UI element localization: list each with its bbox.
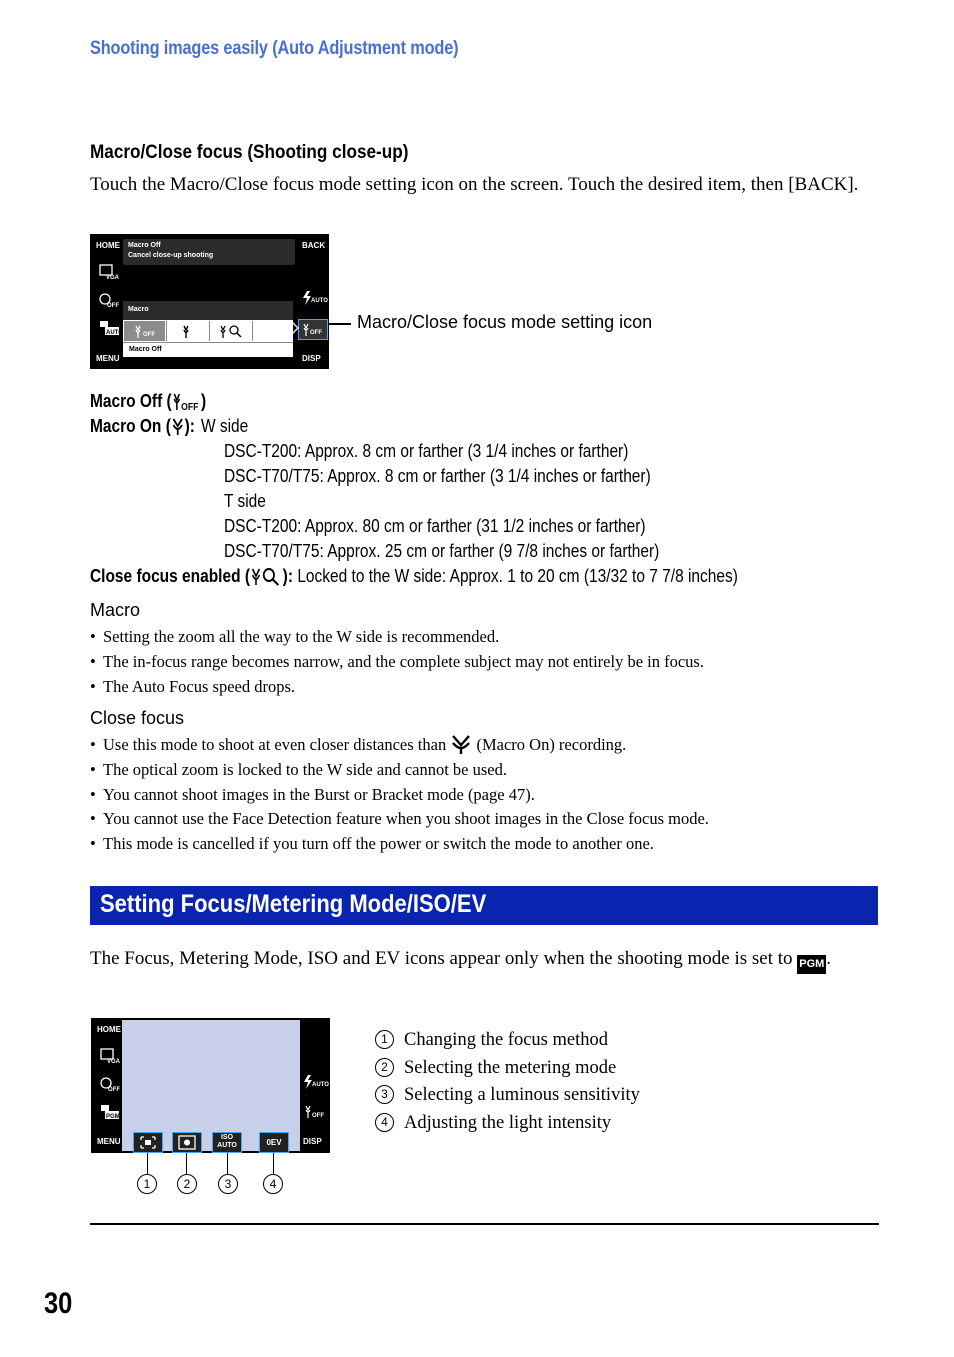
svg-text:VGA: VGA: [107, 1059, 121, 1065]
svg-text:VGA: VGA: [106, 275, 120, 281]
item-number: 2: [375, 1058, 394, 1077]
item-number: 1: [375, 1030, 394, 1049]
t-side-t200: DSC-T200: Approx. 80 cm or farther (31 1/2 inches or farther): [224, 516, 646, 536]
pgm-mode-icon: [99, 1102, 121, 1120]
item-text: Selecting a luminous sensitivity: [404, 1085, 640, 1106]
item-text: Changing the focus method: [404, 1030, 608, 1050]
running-head: Shooting images easily (Auto Adjustment mode): [90, 38, 459, 59]
macro-off-icon: [172, 391, 201, 411]
flash-auto-icon: [303, 1074, 327, 1090]
focus-intro: [90, 947, 880, 974]
callout-line: [227, 1153, 228, 1175]
macro-panel-title: Macro: [128, 306, 149, 313]
close-focus-option[interactable]: [209, 321, 252, 341]
svg-text:AUTO: AUTO: [311, 298, 328, 304]
back-label: BACK: [302, 241, 326, 250]
macro-setting-icon[interactable]: [298, 319, 328, 340]
empty-option: [252, 321, 293, 341]
self-timer-icon: [98, 292, 120, 308]
close-focus-icon: [250, 566, 283, 586]
macro-notes-heading: Macro: [90, 600, 141, 620]
macro-banner: [123, 239, 295, 265]
macro-panel-title-bar: [123, 301, 293, 320]
close-focus-text: Locked to the W side: Approx. 1 to 20 cm (13/32 to 7 7/8 inches): [297, 566, 738, 586]
callout-number: 1: [137, 1174, 157, 1194]
banner-line-1: Macro Off: [128, 242, 161, 249]
camera-screen-macro: [90, 234, 329, 369]
focus-icon[interactable]: [133, 1132, 163, 1153]
callout-line: [329, 323, 351, 325]
camera-screen-pgm: [91, 1018, 330, 1153]
menu-label: MENU: [97, 1137, 121, 1146]
def-macro-on: [90, 416, 248, 437]
svg-text:OFF: OFF: [107, 303, 119, 309]
metering-icon[interactable]: [172, 1132, 202, 1153]
macro-options-row[interactable]: [123, 320, 293, 342]
focus-items-list: [375, 1027, 640, 1138]
t-side-label: T side: [224, 491, 266, 511]
macro-on-icon: [450, 734, 472, 754]
item-number: 3: [375, 1085, 394, 1104]
pgm-mode-icon: PGM: [797, 955, 826, 974]
def-macro-off: [90, 391, 206, 412]
flash-auto-icon: [302, 290, 326, 306]
w-side-t200: DSC-T200: Approx. 8 cm or farther (3 1/4 inches or farther): [224, 441, 629, 461]
iso-icon[interactable]: [212, 1132, 242, 1153]
close-focus-close: ):: [282, 566, 294, 586]
svg-text:OFF: OFF: [143, 332, 155, 338]
macro-on-option[interactable]: [166, 321, 209, 341]
self-timer-icon: [99, 1076, 121, 1092]
list-item: • The Auto Focus speed drops.: [90, 675, 704, 700]
def-close-focus: [90, 566, 738, 587]
svg-text:OFF: OFF: [181, 401, 199, 413]
svg-text:PGM: PGM: [106, 1114, 120, 1120]
close-focus-notes-heading: Close focus: [90, 708, 185, 728]
macro-off-option[interactable]: [124, 321, 165, 341]
banner-line-2: Cancel close-up shooting: [128, 252, 214, 259]
list-item: • You cannot shoot images in the Burst or Bracket mode (page 47).: [90, 783, 709, 808]
list-item: • The in-focus range becomes narrow, and the complete subject may not entirely be in focus.: [90, 650, 704, 675]
section-title: Setting Focus/Metering Mode/ISO/EV: [100, 890, 487, 918]
svg-text:OFF: OFF: [312, 1113, 324, 1119]
svg-text:OFF: OFF: [310, 330, 322, 336]
image-size-icon: [99, 1048, 119, 1064]
macro-on-icon: [171, 416, 185, 436]
w-side-t70: DSC-T70/T75: Approx. 8 cm or farther (3 1/4 inches or farther): [224, 466, 651, 486]
close-bullet-1b: (Macro On) recording.: [476, 735, 627, 754]
svg-text:AUTO: AUTO: [106, 330, 123, 336]
macro-panel-footer-bar: [123, 342, 293, 357]
list-item: [375, 1082, 640, 1110]
ev-icon[interactable]: 0EV: [259, 1132, 289, 1153]
disp-label: DISP: [302, 354, 321, 363]
callout-line: [186, 1153, 187, 1175]
item-text: Selecting the metering mode: [404, 1057, 617, 1078]
chevron-right-icon: [290, 320, 300, 336]
list-item: • This mode is cancelled if you turn off the power or switch the mode to another one.: [90, 832, 709, 857]
macro-on-label: Macro On (: [90, 416, 171, 436]
macro-on-close: ):: [184, 416, 195, 436]
macro-section-heading: Macro/Close focus (Shooting close-up): [90, 141, 409, 163]
menu-label: MENU: [96, 354, 120, 363]
t-side-t70: DSC-T70/T75: Approx. 25 cm or farther (9 7/8 inches or farther): [224, 541, 660, 561]
macro-icon-callout: Macro/Close focus mode setting icon: [357, 312, 653, 332]
scene-auto-icon: [98, 318, 123, 336]
page-number: 30: [44, 1287, 73, 1320]
callout-line: [273, 1153, 274, 1175]
callout-number: 2: [177, 1174, 197, 1194]
focus-intro-end: .: [826, 948, 832, 969]
item-number: 4: [375, 1113, 394, 1132]
list-item: [375, 1055, 640, 1083]
callout-line: [147, 1153, 148, 1175]
macro-off-close: ): [200, 391, 207, 411]
callout-number: 3: [218, 1174, 238, 1194]
iso-auto-label: AUTO: [217, 1142, 237, 1149]
focus-intro-text: The Focus, Metering Mode, ISO and EV icons appear only when the shooting mode is set to: [90, 948, 793, 969]
list-item: [375, 1027, 640, 1055]
w-side-label: W side: [200, 416, 249, 436]
close-focus-label: Close focus enabled (: [90, 566, 251, 586]
list-item: • You cannot use the Face Detection feature when you shoot images in the Close focus mode.: [90, 807, 709, 832]
macro-panel-footer: Macro Off: [129, 346, 162, 353]
close-bullet-1a: Use this mode to shoot at even closer distances than: [103, 735, 447, 754]
home-label: HOME: [96, 241, 120, 250]
macro-notes-list: [90, 625, 704, 699]
svg-text:OFF: OFF: [108, 1087, 120, 1093]
iso-label: ISO: [220, 1134, 234, 1141]
disp-label: DISP: [303, 1137, 322, 1146]
svg-text:AUTO: AUTO: [312, 1082, 329, 1088]
list-item: • Setting the zoom all the way to the W side is recommended.: [90, 625, 704, 650]
callout-number: 4: [263, 1174, 283, 1194]
home-label: HOME: [97, 1025, 121, 1034]
item-text: Adjusting the light intensity: [404, 1113, 612, 1134]
close-focus-notes-list: [90, 733, 709, 857]
list-item: [90, 733, 709, 758]
list-item: [375, 1110, 640, 1138]
macro-intro: Touch the Macro/Close focus mode setting icon on the screen. Touch the desired item, then [BACK].: [90, 174, 859, 195]
macro-off-label: Macro Off (: [90, 391, 172, 411]
bottom-rule: [90, 1223, 879, 1225]
image-size-icon: [98, 264, 118, 280]
list-item: • The optical zoom is locked to the W side and cannot be used.: [90, 758, 709, 783]
macro-off-icon: [303, 1104, 327, 1120]
